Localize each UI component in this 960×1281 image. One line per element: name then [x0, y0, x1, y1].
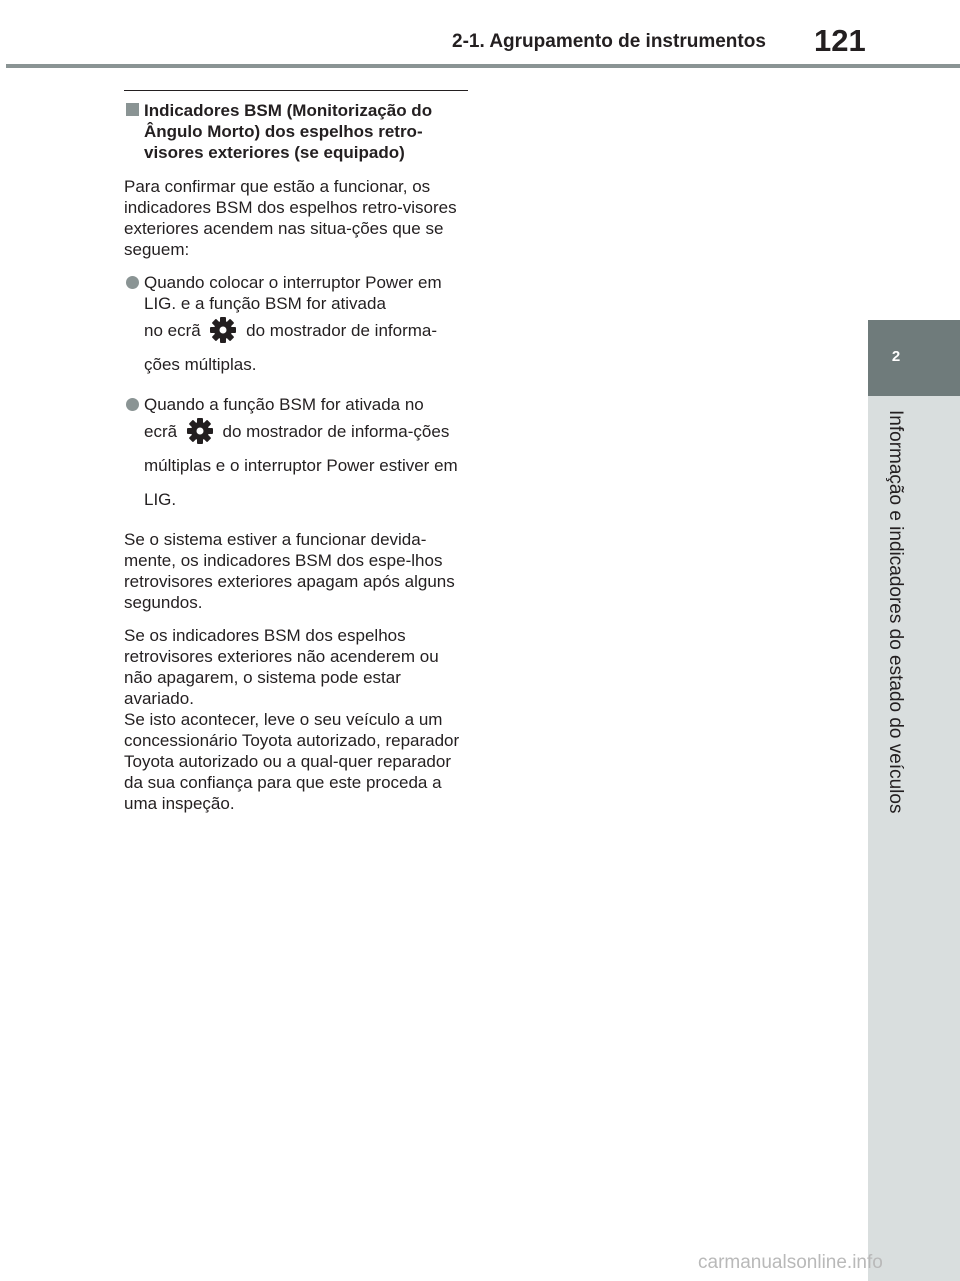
chapter-number: 2 — [891, 348, 901, 365]
bullet-1-before-icon: no ecrã — [144, 321, 201, 340]
section-heading-text: Indicadores BSM (Monitorização do Ângulo Morto) dos espelhos retro-visores exteriores (se equipado) — [144, 101, 433, 162]
circle-bullet-icon — [126, 276, 139, 289]
chapter-side-strip — [868, 396, 960, 1281]
status-ok-paragraph: Se o sistema estiver a funcionar devida-mente, os indicadores BSM dos espe-lhos retrovisores exteriores apagam após alguns segundos. — [124, 530, 455, 612]
bullet-1-icon-line — [144, 321, 437, 374]
square-marker-icon — [126, 103, 139, 116]
content-column — [124, 90, 468, 826]
section-header-title: 2-1. Agrupamento de instrumentos — [452, 31, 766, 52]
list-item — [124, 394, 468, 517]
circle-bullet-icon — [126, 398, 139, 411]
heading-rule — [124, 90, 468, 91]
bullet-2-after-icon: do mostrador de informa-ções múltiplas e o interruptor Power estiver em LIG. — [144, 422, 458, 509]
bullet-2-icon-line — [144, 422, 458, 509]
fault-paragraph: Se os indicadores BSM dos espelhos retrovisores exteriores não acenderem ou não apagarem, o sistema pode estar avariado. — [124, 626, 439, 708]
bullet-2-before-icon: ecrã — [144, 422, 178, 441]
bullet-2-line1: Quando a função BSM for ativada no — [144, 395, 424, 414]
service-paragraph: Se isto acontecer, leve o seu veículo a um concessionário Toyota autorizado, reparador Toyota autorizado ou a qual-quer reparador da sua confiança para que este proceda a uma inspeção. — [124, 710, 460, 813]
header-rule — [6, 64, 960, 68]
intro-paragraph: Para confirmar que estão a funcionar, os indicadores BSM dos espelhos retro-visores exteriores acendem nas situa-ções que se seguem: — [124, 177, 457, 259]
chapter-title-vertical: Informação e indicadores do estado do veículos — [885, 410, 906, 814]
list-item — [124, 272, 468, 382]
section-heading — [124, 100, 468, 163]
watermark: carmanualsonline.info — [698, 1252, 883, 1273]
bullet-1-line1: Quando colocar o interruptor Power em LIG. e a função BSM for ativada — [144, 273, 442, 313]
bullet-1-after-icon: do mostrador de informa-ções múltiplas. — [144, 321, 438, 374]
chapter-tab — [868, 320, 960, 396]
page-number: 121 — [814, 23, 866, 58]
gear-icon — [209, 316, 237, 344]
gear-icon — [186, 417, 214, 445]
